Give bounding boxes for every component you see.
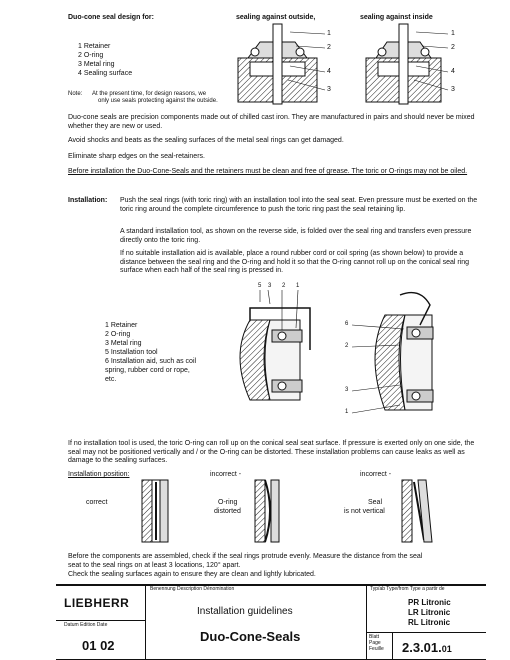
type-pr: PR Litronic — [408, 598, 451, 607]
note-label: Note: — [68, 91, 83, 97]
fig1-label-3: 3 — [327, 86, 331, 93]
note-line1: At the present time, for design reasons, we — [92, 91, 207, 97]
legend2-installation-tool: 5 Installation tool — [105, 349, 158, 356]
fig1-label-4: 4 — [327, 68, 331, 75]
installation-paragraph-2: A standard installation tool, as shown on the reverse side, is folded over the seal ring and transfers even pressure directly onto the toric ring. — [120, 228, 472, 244]
title-duo-cone-seals: Duo-Cone-Seals — [200, 629, 301, 644]
legend2-aid-line3: etc. — [105, 376, 117, 383]
legend2-metal-ring: 3 Metal ring — [105, 340, 142, 347]
incorrect-label-1: incorrect - — [210, 471, 242, 478]
outside-heading: sealing against outside, — [236, 14, 316, 21]
intro-paragraph-4: Before installation the Duo-Cone-Seals and the retainers must be clean and free of grease. The toric or O-rings may not be oiled. — [68, 168, 468, 175]
legend2-aid-line2: spring, rubber cord or rope, — [105, 367, 190, 374]
fig3-label-6: 6 — [345, 321, 349, 327]
intro-paragraph-2: Avoid shocks and beats as the sealing surfaces of the metal seal rings can get damaged. — [68, 137, 344, 144]
install-tool-figure — [230, 290, 340, 420]
fig1-label-2: 2 — [327, 44, 331, 51]
legend-oring: 2 O-ring — [78, 52, 104, 59]
fig1b-label-2: 2 — [451, 44, 455, 51]
seal-inside-figure — [358, 24, 458, 104]
design-heading: Duo-cone seal design for: — [68, 14, 154, 21]
sheet-label: Blatt Page Feuille — [369, 634, 384, 652]
fig1-label-1: 1 — [327, 30, 331, 37]
installation-paragraph-1: Push the seal rings (with toric ring) with an installation tool into the seal seat. Even pressure must be exerted on the toric ring around the complete circumference to push the toric ring past the seal retaining lip. — [120, 197, 478, 213]
legend2-oring: 2 O-ring — [105, 331, 131, 338]
type-rl: RL Litronic — [408, 618, 451, 627]
inside-heading: sealing against inside — [360, 14, 433, 21]
install-aid-figure — [360, 285, 460, 435]
intro-paragraph-3: Eliminate sharp edges on the seal-retainers. — [68, 153, 205, 160]
legend-retainer: 1 Retainer — [78, 43, 111, 50]
seal-label: Seal — [368, 499, 383, 506]
liebherr-logo: LIEBHERR — [64, 596, 130, 610]
oring-distorted-figure — [255, 476, 285, 546]
legend2-retainer: 1 Retainer — [105, 322, 138, 329]
fig1b-label-4: 4 — [451, 68, 455, 75]
final-line-2: seat to the seal rings on at least 3 locations, 120° apart. — [68, 562, 241, 569]
seal-not-vertical-figure — [402, 476, 432, 546]
final-line-3: Check the sealing surfaces again to ensure they are clean and lightly lubricated. — [68, 571, 316, 578]
note-line2: only use seals protecting against the outside. — [98, 98, 218, 104]
legend-sealing-surface: 4 Sealing surface — [78, 70, 133, 77]
installation-paragraph-3: If no suitable installation aid is available, place a round rubber cord or coil spring (as shown below) to provide a distance between the seal ring and the O-ring and hold it so that the O-ring cannot roll up on the conical seal ring surface when each half of the seal ring is pressed in. — [120, 250, 470, 275]
no-tool-paragraph: If no installation tool is used, the toric O-ring can roll up on the conical seal seat surface. If pressure is exerted only on one side, the seal may not be positioned vertically and / or the O-ring can be distorted. These installation problems can cause leaks as well as damage to the sealing surfaces. — [68, 440, 475, 465]
type-lr: LR Litronic — [408, 608, 451, 617]
type-label: Typ/ab Type/from Type a partir de — [370, 586, 445, 592]
fig1b-label-1: 1 — [451, 30, 455, 37]
oring-distorted-label: distorted — [214, 508, 241, 515]
incorrect-label-2: incorrect - — [360, 471, 392, 478]
designation-label: Benennung Description Dénomination — [150, 586, 235, 592]
installation-label: Installation: — [68, 197, 108, 204]
document-number: 2.3.01.01 — [402, 640, 452, 655]
correct-position-figure — [142, 476, 172, 546]
date-label: Datum Edition Date — [64, 622, 108, 628]
fig3-label-3: 3 — [345, 387, 349, 393]
fig2-label-1: 1 — [296, 283, 300, 289]
oring-label: O-ring — [218, 499, 238, 506]
installation-position-label: Installation position: — [68, 471, 130, 478]
edition-date: 01 02 — [82, 638, 115, 653]
intro-paragraph-1: Duo-cone seals are precision components made out of chilled cast iron. They are manufactured in pairs and should never be mixed whether they are new or used. — [68, 114, 475, 130]
fig3-label-2: 2 — [345, 343, 349, 349]
legend-metal-ring: 3 Metal ring — [78, 61, 115, 68]
legend2-installation-aid: 6 Installation aid, such as coil — [105, 358, 197, 365]
fig2-label-2: 2 — [282, 283, 286, 289]
title-installation-guidelines: Installation guidelines — [197, 606, 293, 617]
fig1b-label-3: 3 — [451, 86, 455, 93]
seal-outside-figure — [230, 24, 340, 104]
seal-not-vertical-label: is not vertical — [344, 508, 385, 515]
correct-label: correct — [86, 499, 108, 506]
fig3-label-1: 1 — [345, 409, 349, 415]
fig2-label-5: 5 — [258, 283, 262, 289]
final-line-1: Before the components are assembled, check if the seal rings protrude evenly. Measure the distance from the seal — [68, 553, 423, 560]
fig2-label-3: 3 — [268, 283, 272, 289]
